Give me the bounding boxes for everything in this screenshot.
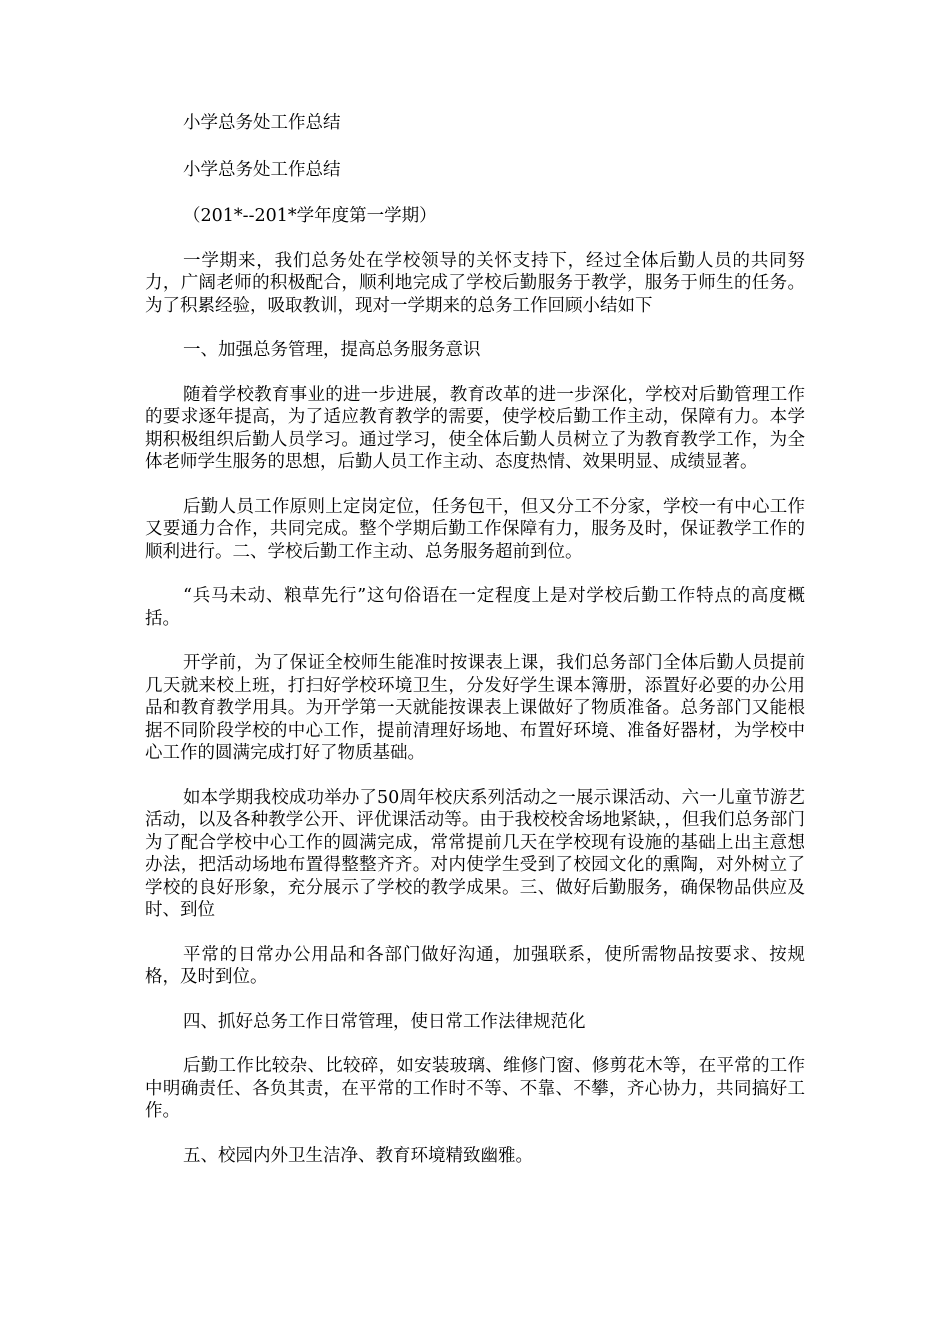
section-heading-5: 五、校园内外卫生洁净、教育环境精致幽雅。	[183, 1145, 533, 1166]
body-paragraph: 随着学校教育事业的进一步进展，教育改革的进一步深化，学校对后勤管理工作的要求逐年提高，为了适应教育教学的需要，使学校后勤工作主动，保障有力。本学期积极组织后勤人员学习。通过学习，使全体后勤人员树立了为教育教学工作，为全体老师学生服务的思想，后勤人员工作主动、态度热情、效果明显、成绩显著。	[145, 384, 805, 472]
body-paragraph: 后勤工作比较杂、比较碎，如安装玻璃、维修门窗、修剪花木等，在平常的工作中明确责任、各负其责，在平常的工作时不等、不靠、不攀，齐心协力，共同搞好工作。	[145, 1056, 805, 1121]
body-paragraph: “兵马未动、粮草先行”这句俗语在一定程度上是对学校后勤工作特点的高度概括。	[145, 586, 805, 629]
body-paragraph: 平常的日常办公用品和各部门做好沟通，加强联系，使所需物品按要求、按规格，及时到位。	[145, 944, 805, 987]
body-paragraph: 开学前，为了保证全校师生能准时按课表上课，我们总务部门全体后勤人员提前几天就来校上班，打扫好学校环境卫生，分发好学生课本簿册，添置好必要的办公用品和教育教学用具。为开学第一天就能按课表上课做好了物质准备。总务部门又能根据不同阶段学校的中心工作，提前清理好场地、布置好环境、准备好器材，为学校中心工作的圆满完成打好了物质基础。	[145, 653, 805, 763]
document-page	[145, 112, 805, 1189]
document-subtitle: 小学总务处工作总结	[183, 159, 341, 180]
section-heading-4: 四、抓好总务工作日常管理，使日常工作法律规范化	[183, 1011, 586, 1032]
section-heading-1: 一、加强总务管理，提高总务服务意识	[183, 340, 481, 360]
term-note: （201*--201*学年度第一学期）	[183, 206, 437, 226]
document-title: 小学总务处工作总结	[183, 113, 341, 133]
body-paragraph: 后勤人员工作原则上定岗定位，任务包干，但又分工不分家，学校一有中心工作又要通力合作，共同完成。整个学期后勤工作保障有力，服务及时，保证教学工作的顺利进行。二、学校后勤工作主动、总务服务超前到位。	[145, 496, 805, 562]
intro-paragraph: 一学期来，我们总务处在学校领导的关怀支持下，经过全体后勤人员的共同努力，广阔老师的积极配合，顺利地完成了学校后勤服务于教学，服务于师生的任务。为了积累经验，吸取教训，现对一学期来的总务工作回顾小结如下	[145, 250, 805, 316]
body-paragraph: 如本学期我校成功举办了50周年校庆系列活动之一展示课活动、六一儿童节游艺活动，以及各种教学公开、评优课活动等。由于我校校舍场地紧缺，，但我们总务部门为了配合学校中心工作的圆满完成，常常提前几天在学校现有设施的基础上出主意想办法，把活动场地布置得整整齐齐。对内使学生受到了校园文化的熏陶，对外树立了学校的良好形象，充分展示了学校的教学成果。三、做好后勤服务，确保物品供应及时、到位	[145, 787, 805, 920]
